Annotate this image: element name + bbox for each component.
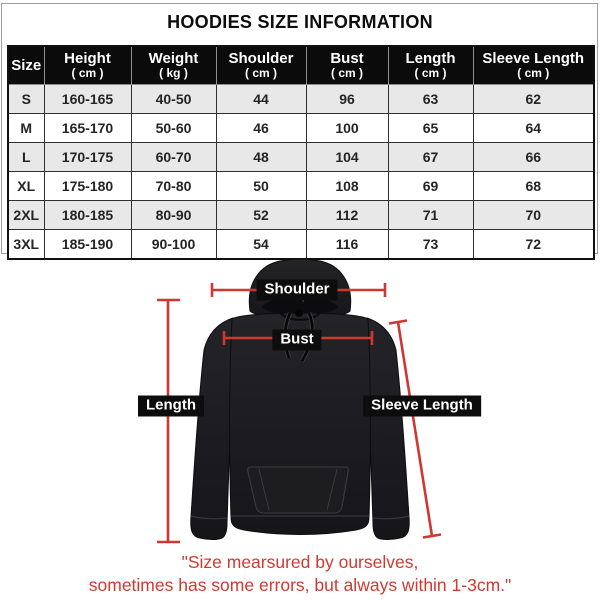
table-row-l [8, 143, 594, 172]
table-row-s [8, 85, 594, 114]
table-cell: XL [8, 172, 44, 201]
size-disclaimer-line2: sometimes has some errors, but always within 1-3cm." [88, 575, 512, 595]
bust-label: Bust [272, 330, 321, 351]
table-cell: 165-170 [44, 114, 131, 143]
table-cell: 44 [216, 85, 306, 114]
size-disclaimer-line1: "Size mearsured by ourselves, [181, 552, 419, 572]
table-cell: 65 [388, 114, 473, 143]
table-cell: 72 [473, 230, 594, 260]
page-title: HOODIES SIZE INFORMATION [167, 12, 433, 32]
table-cell: 175-180 [44, 172, 131, 201]
table-row-2xl [8, 201, 594, 230]
table-cell: 160-165 [44, 85, 131, 114]
table-cell: 185-190 [44, 230, 131, 260]
table-cell: 100 [306, 114, 388, 143]
table-cell: 66 [473, 143, 594, 172]
table-header-row [8, 46, 594, 85]
table-cell: 62 [473, 85, 594, 114]
column-header-bust: Bust ( cm ) [306, 46, 388, 85]
table-cell: 46 [216, 114, 306, 143]
column-header-size: Size [8, 46, 44, 85]
table-row-m [8, 114, 594, 143]
table-cell: 180-185 [44, 201, 131, 230]
table-cell: 68 [473, 172, 594, 201]
table-cell: M [8, 114, 44, 143]
table-cell: 73 [388, 230, 473, 260]
size-table [7, 45, 595, 260]
table-cell: 69 [388, 172, 473, 201]
table-cell: 70 [473, 201, 594, 230]
size-disclaimer [0, 551, 600, 597]
table-cell: 96 [306, 85, 388, 114]
table-cell: 60-70 [131, 143, 216, 172]
table-cell: 50 [216, 172, 306, 201]
table-cell: S [8, 85, 44, 114]
table-cell: 67 [388, 143, 473, 172]
table-cell: 70-80 [131, 172, 216, 201]
table-cell: 104 [306, 143, 388, 172]
column-header-length: Length ( cm ) [388, 46, 473, 85]
hoodie-left-sleeve [191, 318, 234, 540]
table-cell: 108 [306, 172, 388, 201]
hoodie-measurement-diagram [0, 255, 600, 555]
sleeve-length-label: Sleeve Length [363, 396, 481, 417]
column-header-shoulder: Shoulder ( cm ) [216, 46, 306, 85]
table-cell: 170-175 [44, 143, 131, 172]
column-header-height: Height ( cm ) [44, 46, 131, 85]
table-cell: 112 [306, 201, 388, 230]
hoodie-drawstring-knot [295, 309, 303, 317]
table-cell: L [8, 143, 44, 172]
shoulder-label: Shoulder [256, 280, 337, 301]
length-measure-line [157, 300, 180, 542]
column-header-sleeve-length: Sleeve Length ( cm ) [473, 46, 594, 85]
table-cell: 2XL [8, 201, 44, 230]
table-cell: 54 [216, 230, 306, 260]
table-cell: 71 [388, 201, 473, 230]
hoodie-pocket [248, 467, 349, 513]
table-cell: 80-90 [131, 201, 216, 230]
table-cell: 90-100 [131, 230, 216, 260]
column-header-weight: Weight ( kg ) [131, 46, 216, 85]
table-cell: 3XL [8, 230, 44, 260]
table-cell: 116 [306, 230, 388, 260]
table-cell: 63 [388, 85, 473, 114]
table-cell: 52 [216, 201, 306, 230]
table-cell: 50-60 [131, 114, 216, 143]
table-cell: 64 [473, 114, 594, 143]
table-row-xl [8, 172, 594, 201]
table-cell: 40-50 [131, 85, 216, 114]
table-cell: 48 [216, 143, 306, 172]
length-label: Length [138, 396, 204, 417]
